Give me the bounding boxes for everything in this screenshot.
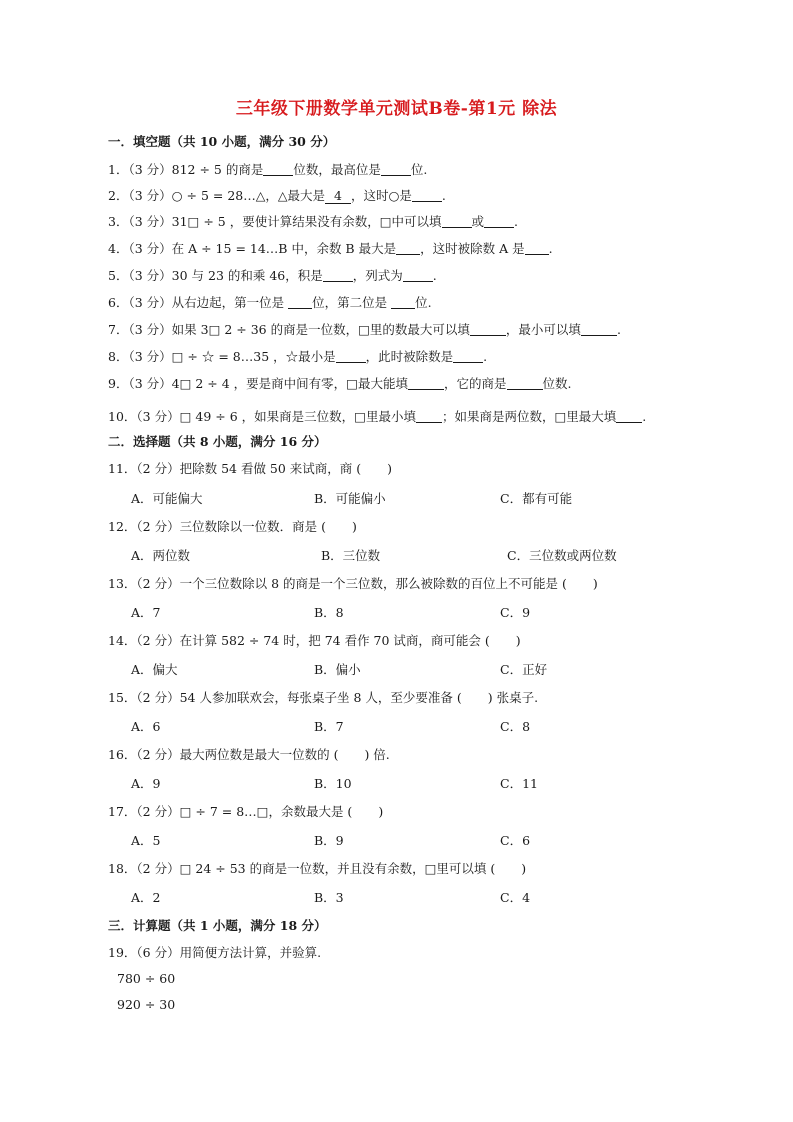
section-heading-multiple-choice: 二．选择题（共 8 小题，满分 16 分） [108, 434, 327, 449]
answer-blank[interactable] [396, 242, 420, 255]
question-number: 3． [108, 214, 129, 229]
question-text: ，列式为 [352, 268, 403, 283]
question-score: （3 分） [128, 214, 172, 229]
option-b[interactable]: B．10 [314, 776, 352, 791]
question-text: 位. [410, 162, 428, 177]
question-text: ，最小可以填 [505, 322, 581, 337]
question-1 [108, 161, 427, 179]
option-c[interactable]: C．8 [500, 719, 531, 734]
answer-blank[interactable] [288, 296, 312, 309]
question-text: ) [521, 861, 527, 876]
question-text: 812 ÷ 5 的商是 [171, 162, 264, 177]
question-number: 1． [108, 162, 129, 177]
calculation-item: 920 ÷ 30 [117, 997, 176, 1012]
option-b[interactable]: B．3 [314, 890, 344, 905]
question-text: ，它的商是 [444, 376, 507, 391]
question-number: 2． [108, 188, 129, 203]
question-number: 9． [108, 376, 129, 391]
question-4 [108, 240, 553, 258]
question-text: 位数. [542, 376, 572, 391]
question-number: 14． [108, 633, 137, 648]
question-text: ) [387, 461, 393, 476]
question-score: （6 分） [136, 945, 180, 960]
question-2 [108, 187, 446, 205]
question-text: ) [515, 633, 521, 648]
answer-blank[interactable] [336, 350, 366, 363]
answer-blank[interactable] [442, 215, 472, 228]
option-b[interactable]: B．8 [314, 605, 344, 620]
option-c[interactable]: C．11 [500, 776, 538, 791]
question-text: . [642, 409, 647, 424]
question-text: ) [378, 804, 384, 819]
question-text: ) 张桌子. [487, 690, 539, 705]
question-text: □ 49 ÷ 6 ，如果商是三位数，□里最小填 [179, 409, 416, 424]
question-text: 在计算 582 ÷ 74 时，把 74 看作 70 试商，商可能会 ( [179, 633, 490, 648]
question-text: 30 与 23 的和乘 46，积是 [171, 268, 323, 283]
question-text: ○ ÷ 5 = 28…△，△最大是 [171, 188, 325, 203]
question-19 [108, 944, 321, 962]
option-a[interactable]: A．6 [131, 719, 161, 734]
question-number: 5． [108, 268, 129, 283]
question-text: ) [592, 576, 598, 591]
question-score: （3 分） [128, 295, 172, 310]
section-heading-calculation: 三．计算题（共 1 小题，满分 18 分） [108, 918, 327, 933]
question-score: （3 分） [128, 162, 172, 177]
question-text: 或 [471, 214, 485, 229]
question-score: （2 分） [136, 519, 180, 534]
question-number: 4． [108, 241, 129, 256]
question-7 [108, 321, 621, 339]
answer-blank[interactable] [453, 350, 483, 363]
option-b[interactable]: B．7 [314, 719, 344, 734]
option-c[interactable]: C．6 [500, 833, 531, 848]
answer-blank[interactable] [484, 215, 514, 228]
question-text: 位. [415, 295, 432, 310]
question-score: （3 分） [128, 268, 172, 283]
question-number: 6． [108, 295, 129, 310]
question-text: □ ÷ ☆ = 8…35 ，☆最小是 [171, 349, 336, 364]
question-text: ) 倍. [364, 747, 390, 762]
question-number: 7． [108, 322, 129, 337]
question-text: 把除数 54 看做 50 来试商，商 ( [179, 461, 362, 476]
question-text: ；如果商是两位数，□里最大填 [441, 409, 617, 424]
question-score: （3 分） [128, 376, 172, 391]
question-text: . [441, 188, 446, 203]
question-score: （2 分） [136, 861, 180, 876]
question-score: （2 分） [136, 690, 180, 705]
question-text: . [432, 268, 437, 283]
question-13 [108, 575, 598, 593]
question-score: （3 分） [128, 349, 172, 364]
option-c[interactable]: C．4 [500, 890, 531, 905]
question-14 [108, 632, 521, 650]
question-9 [108, 375, 572, 393]
question-5 [108, 267, 437, 285]
question-text: 位，第二位是 [312, 295, 392, 310]
question-text: ) [351, 519, 357, 534]
question-number: 8． [108, 349, 129, 364]
option-c[interactable]: C．都有可能 [500, 491, 573, 506]
option-a[interactable]: A．两位数 [131, 548, 191, 563]
question-number: 18． [108, 861, 137, 876]
question-12 [108, 518, 357, 536]
question-text: . [616, 322, 621, 337]
question-text: 31□ ÷ 5 ，要使计算结果没有余数，□中可以填 [171, 214, 442, 229]
section-heading-fill-blank: 一．填空题（共 10 小题，满分 30 分） [108, 134, 336, 149]
option-a[interactable]: A．2 [131, 890, 161, 905]
question-text: 用简便方法计算，并验算. [179, 945, 322, 960]
option-a[interactable]: A．可能偏大 [131, 491, 203, 506]
option-b[interactable]: B．三位数 [321, 548, 381, 563]
question-3 [108, 213, 518, 231]
answer-blank[interactable] [416, 410, 442, 423]
question-text: 4□ 2 ÷ 4 ，要是商中间有零，□最大能填 [171, 376, 408, 391]
answer-blank[interactable] [381, 163, 411, 176]
question-8 [108, 348, 487, 366]
question-6 [108, 294, 432, 312]
question-17 [108, 803, 383, 821]
question-text: ，这时被除数 A 是 [420, 241, 525, 256]
question-text: 从右边起，第一位是 [171, 295, 289, 310]
question-number: 19． [108, 945, 137, 960]
calculation-item: 780 ÷ 60 [117, 971, 176, 986]
answer-blank[interactable] [403, 269, 433, 282]
option-a[interactable]: A．7 [131, 605, 161, 620]
answer-blank[interactable] [616, 410, 642, 423]
question-text: ，这时○是 [350, 188, 412, 203]
question-score: （3 分） [128, 241, 172, 256]
question-score: （2 分） [136, 747, 180, 762]
question-text: □ 24 ÷ 53 的商是一位数，并且没有余数，□里可以填 ( [179, 861, 496, 876]
question-15 [108, 689, 538, 707]
question-number: 13． [108, 576, 137, 591]
question-text: □ ÷ 7 = 8…□，余数最大是 ( [179, 804, 353, 819]
option-c[interactable]: C．正好 [500, 662, 548, 677]
filled-answer[interactable]: 4 [325, 188, 351, 204]
answer-blank[interactable] [581, 323, 617, 336]
option-b[interactable]: B．偏小 [314, 662, 361, 677]
question-10 [108, 408, 646, 426]
question-text: 在 A ÷ 15 = 14…B 中，余数 B 最大是 [171, 241, 397, 256]
answer-blank[interactable] [408, 377, 444, 390]
answer-blank[interactable] [263, 163, 293, 176]
question-text: 三位数除以一位数．商是 ( [179, 519, 326, 534]
worksheet-title: 三年级下册数学单元测试B卷-第1元 除法 [235, 99, 558, 119]
answer-blank[interactable] [525, 242, 549, 255]
option-a[interactable]: A．5 [131, 833, 161, 848]
question-number: 15． [108, 690, 137, 705]
question-text: 一个三位数除以 8 的商是一个三位数，那么被除数的百位上不可能是 ( [179, 576, 567, 591]
question-score: （2 分） [136, 576, 180, 591]
option-a[interactable]: A．偏大 [131, 662, 178, 677]
question-number: 17． [108, 804, 137, 819]
question-score: （2 分） [136, 461, 180, 476]
answer-blank[interactable] [391, 296, 415, 309]
question-text: 位数，最高位是 [293, 162, 381, 177]
question-text: 最大两位数是最大一位数的 ( [179, 747, 339, 762]
option-c[interactable]: C．9 [500, 605, 531, 620]
question-score: （3 分） [136, 409, 180, 424]
option-b[interactable]: B．可能偏小 [314, 491, 386, 506]
question-score: （3 分） [128, 188, 172, 203]
question-number: 12． [108, 519, 137, 534]
answer-blank[interactable] [412, 189, 442, 202]
question-text: . [514, 214, 519, 229]
answer-blank[interactable] [507, 377, 543, 390]
question-text: 54 人参加联欢会，每张桌子坐 8 人，至少要准备 ( [179, 690, 462, 705]
option-c[interactable]: C．三位数或两位数 [507, 548, 617, 563]
question-text: . [483, 349, 488, 364]
question-18 [108, 860, 526, 878]
question-number: 10． [108, 409, 137, 424]
question-text: 如果 3□ 2 ÷ 36 的商是一位数，□里的数最大可以填 [171, 322, 470, 337]
question-11 [108, 460, 392, 478]
option-b[interactable]: B．9 [314, 833, 344, 848]
question-number: 11． [108, 461, 137, 476]
answer-blank[interactable] [323, 269, 353, 282]
question-text: ，此时被除数是 [365, 349, 454, 364]
question-number: 16． [108, 747, 137, 762]
question-score: （3 分） [128, 322, 172, 337]
question-score: （2 分） [136, 804, 180, 819]
question-text: . [548, 241, 553, 256]
question-16 [108, 746, 390, 764]
option-a[interactable]: A．9 [131, 776, 161, 791]
answer-blank[interactable] [470, 323, 506, 336]
question-score: （2 分） [136, 633, 180, 648]
